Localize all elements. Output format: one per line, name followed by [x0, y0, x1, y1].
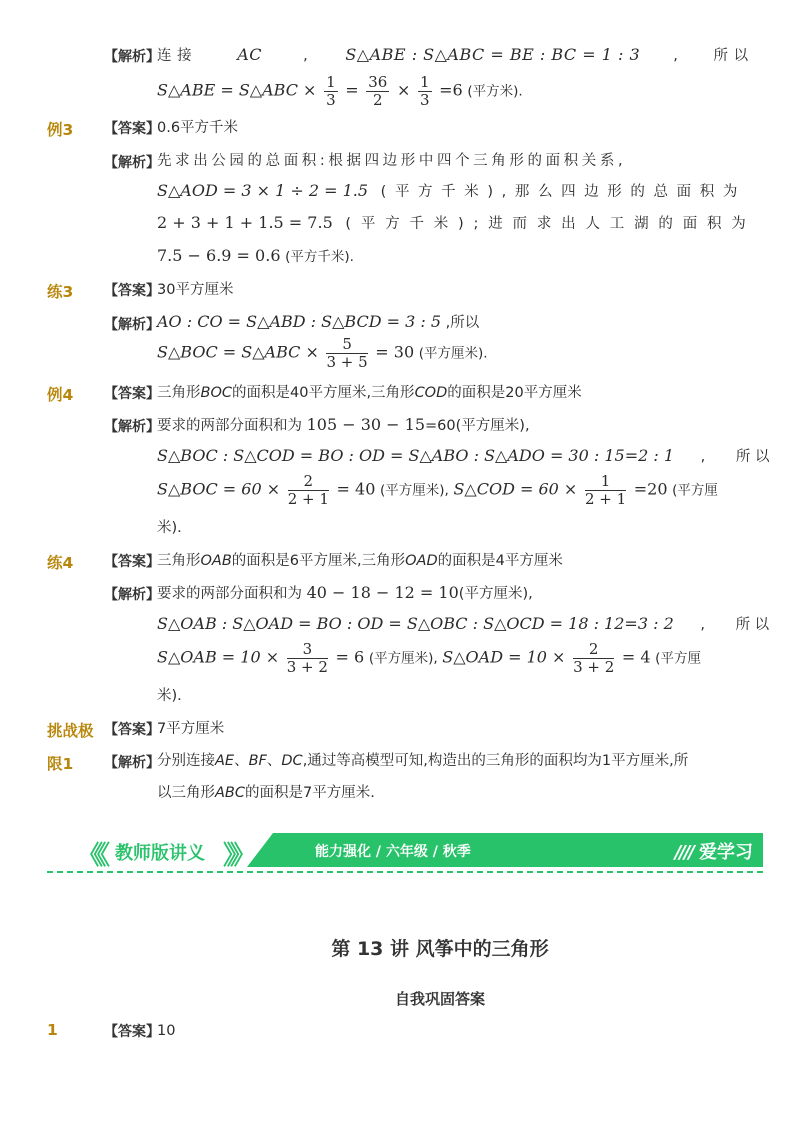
text: 、 — [234, 753, 249, 769]
fraction: $\frac{36}{2}$ — [368, 73, 388, 109]
text: ,所以 — [445, 315, 480, 331]
double-chevron-right-icon: 》》 — [223, 841, 251, 871]
unit: (平方千米). — [285, 249, 354, 265]
unit: (平方厘米), — [368, 650, 438, 667]
analysis-line — [157, 583, 533, 604]
text: 要求的两部分面积和为 — [157, 586, 302, 602]
fraction: $\frac{2}{3 + 2}$ — [573, 640, 615, 676]
text: ,通过等高模型可知,构造出的三角形的面积均为1平方厘米,所 — [302, 753, 689, 769]
answer-tag: 【答案】 — [104, 722, 160, 738]
text: 的面积是4平方厘米 — [437, 553, 563, 569]
math: S△COD = 60 × — [453, 479, 578, 499]
answer-tag: 【答案】 — [104, 283, 160, 299]
math: S△BOC = S△ABC × — [157, 342, 319, 362]
section-banner — [47, 833, 763, 871]
formula-line — [157, 74, 523, 109]
text: , — [700, 617, 705, 633]
math: S△BOC = 60 × — [157, 479, 281, 499]
math: = — [345, 80, 359, 100]
text: 的面积是7平方厘米. — [245, 785, 375, 801]
analysis-line — [157, 783, 375, 803]
analysis-line — [157, 751, 688, 771]
formula-line — [157, 336, 488, 371]
math: × — [396, 80, 411, 100]
answer-text — [157, 551, 563, 571]
text: AE — [215, 753, 235, 769]
fraction: $\frac{1}{2 + 1}$ — [584, 472, 627, 508]
text: , — [700, 449, 706, 465]
section-subtitle: 自我巩固答案 — [394, 990, 485, 1008]
formula-line — [157, 641, 701, 676]
analysis-tag: 【解析】 — [104, 155, 160, 171]
text: ABC — [215, 785, 245, 801]
text: 、 — [266, 753, 282, 769]
fraction: $\frac{1}{3}$ — [326, 73, 336, 109]
math: S△OAD = 10 × — [442, 647, 566, 667]
text: OAB — [200, 553, 232, 569]
unit: (平方厘 — [672, 482, 718, 499]
analysis-line — [157, 45, 749, 66]
analysis-line: 米). — [157, 688, 182, 704]
text: 所 以 — [713, 48, 749, 64]
math: = 6 — [335, 647, 365, 667]
double-chevron-left-icon: 《《 — [77, 841, 105, 871]
analysis-line — [157, 312, 479, 333]
text: 以三角形 — [157, 785, 215, 801]
unit: (平方厘 — [655, 650, 701, 667]
text: 的面积是40平方厘米,三角形 — [232, 385, 415, 401]
math: =6 — [439, 80, 463, 100]
math: S△BOC : S△COD = BO : OD = S△ABO : S△ADO = 30 : 15=2 : 1 — [157, 446, 675, 465]
text: 三角形 — [157, 385, 201, 401]
math: S△AOD = 3 × 1 ÷ 2 = 1.5 — [157, 181, 369, 200]
dashed-divider — [47, 871, 763, 873]
text: (平方厘米), — [458, 586, 533, 602]
analysis-tag: 【解析】 — [104, 755, 160, 771]
text: ( 平 方 千 米 ) ; 进 而 求 出 人 工 湖 的 面 积 为 — [345, 216, 749, 232]
fraction: $\frac{5}{3 + 5}$ — [326, 335, 368, 371]
banner-title: 教师版讲义 — [115, 843, 205, 864]
logo-text: 爱学习 — [699, 842, 753, 863]
math: 7.5 − 6.9 = 0.6 — [157, 246, 281, 265]
math: = 4 — [621, 647, 651, 667]
answer-text: 0.6平方千米 — [157, 120, 239, 136]
lecture-title: 第 13 讲 风筝中的三角形 — [331, 938, 549, 960]
answer-text — [157, 383, 582, 403]
practice-label: 练4 — [47, 554, 74, 572]
text: 所 以 — [735, 449, 770, 465]
text: 三角形 — [157, 553, 201, 569]
analysis-line — [157, 415, 530, 436]
analysis-tag: 【解析】 — [104, 317, 160, 333]
banner-meta: 能力强化 / 六年级 / 秋季 — [315, 844, 471, 860]
practice-label: 练3 — [47, 283, 74, 301]
math: 105 − 30 − 15 — [306, 415, 426, 434]
example-label: 例4 — [47, 386, 74, 404]
math: 40 − 18 − 12 = 10 — [306, 583, 459, 602]
math: S△ABE = S△ABC × — [157, 80, 317, 100]
math: = 30 — [375, 342, 415, 362]
text: 连 接 — [157, 48, 193, 64]
text: BF — [248, 753, 267, 769]
formula-line — [157, 473, 718, 508]
banner-slant — [247, 833, 273, 867]
analysis-line — [157, 446, 769, 467]
text: COD — [414, 385, 448, 401]
analysis-line — [157, 181, 739, 202]
math: S△OAB = 10 × — [157, 647, 280, 667]
math: AO : CO = S△ABD : S△BCD = 3 : 5 — [157, 312, 442, 331]
text: DC — [281, 753, 303, 769]
logo-icon: //// — [674, 842, 693, 863]
analysis-line: 先求出公园的总面积:根据四边形中四个三角形的面积关系, — [157, 153, 627, 169]
analysis-tag: 【解析】 — [104, 49, 160, 65]
analysis-line — [157, 614, 769, 635]
answer-text: 7平方厘米 — [157, 721, 225, 737]
challenge-label: 挑战极 — [47, 722, 94, 740]
text: , — [673, 48, 679, 64]
text: 的面积是20平方厘米 — [447, 385, 582, 401]
text: , — [303, 48, 309, 64]
text: 分别连接 — [157, 753, 215, 769]
fraction: $\frac{2}{2 + 1}$ — [287, 472, 329, 508]
math: AC — [237, 45, 263, 64]
answer-tag: 【答案】 — [104, 554, 160, 570]
answer-text: 30平方厘米 — [157, 282, 234, 298]
text: OAD — [405, 553, 438, 569]
question-number: 1 — [47, 1021, 58, 1039]
text: 的面积是6平方厘米,三角形 — [231, 553, 406, 569]
answer-text: 10 — [157, 1023, 176, 1039]
challenge-label: 限1 — [47, 755, 74, 773]
example-label: 例3 — [47, 121, 74, 139]
unit: (平方米). — [467, 83, 523, 100]
analysis-tag: 【解析】 — [104, 419, 160, 435]
analysis-tag: 【解析】 — [104, 587, 160, 603]
math: =20 — [633, 479, 668, 499]
unit: (平方厘米), — [380, 482, 449, 499]
text: 所 以 — [735, 617, 770, 633]
answer-tag: 【答案】 — [104, 121, 160, 137]
math: S△OAB : S△OAD = BO : OD = S△OBC : S△OCD = 18 : 12=3 : 2 — [157, 614, 674, 633]
text: =60(平方厘米), — [425, 418, 530, 434]
analysis-line: 米). — [157, 520, 182, 536]
math: S△ABE : S△ABC = BE : BC = 1 : 3 — [345, 45, 641, 64]
text: 要求的两部分面积和为 — [157, 418, 302, 434]
analysis-line — [157, 213, 748, 234]
fraction: $\frac{1}{3}$ — [419, 73, 430, 109]
answer-tag: 【答案】 — [104, 1024, 160, 1040]
unit: (平方厘米). — [418, 345, 488, 362]
math: 2 + 3 + 1 + 1.5 = 7.5 — [157, 213, 333, 232]
text: BOC — [200, 385, 232, 401]
math: = 40 — [336, 479, 376, 499]
brand-logo — [675, 838, 753, 864]
text: ( 平 方 千 米 ) , 那 么 四 边 形 的 总 面 积 为 — [380, 184, 740, 200]
answer-tag: 【答案】 — [104, 386, 160, 402]
fraction: $\frac{3}{3 + 2}$ — [286, 640, 328, 676]
analysis-line — [157, 246, 354, 267]
